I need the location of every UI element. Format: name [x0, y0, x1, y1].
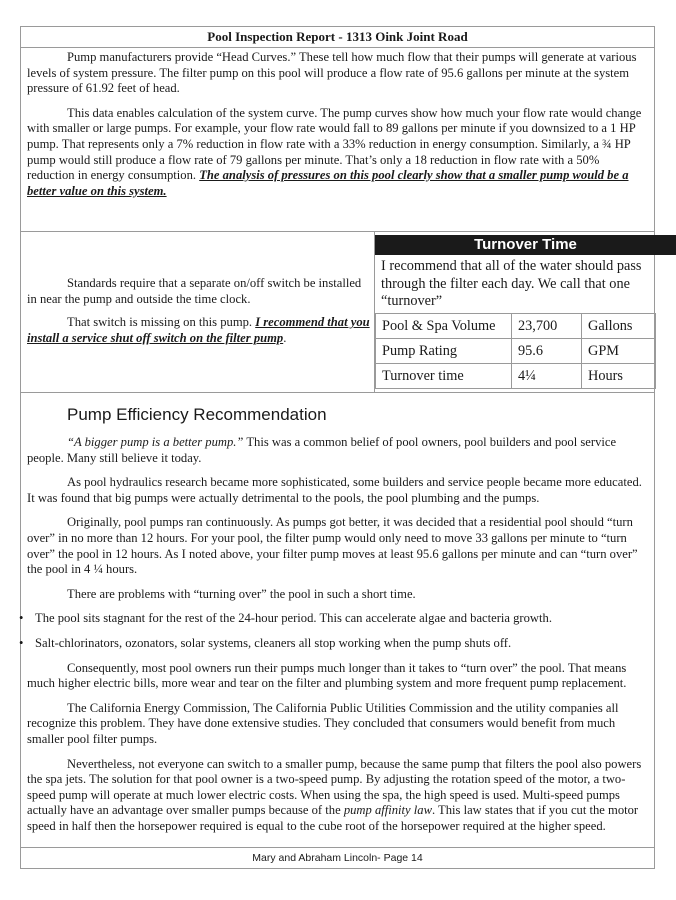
table-row [376, 314, 656, 339]
row-unit: Gallons [582, 314, 656, 339]
list-item [19, 636, 644, 652]
system-curve-paragraph [27, 106, 644, 200]
head-curves-paragraph: Pump manufacturers provide “Head Curves.” These tell how much flow that their pumps will generate at various levels of system pressure. The filter pump on this pool will produce a flow rate of 95.6 gallons per minute at the system pressure of 61.92 feet of head. [27, 50, 637, 96]
system-curve-text: This data enables calculation of the system curve. The pump curves show how much your flow rate would change with smaller or large pumps. For example, your flow rate would fall to 89 gallons per minute if you downsized to a 1 HP pump. That represents only a 7% reduction in flow rate with a 33% reduction in energy consumption. Similarly, a ¾ HP pump would still produce a flow rate of 79 gallons per minute. That’s only a 18 reduction in flow rate with a 50% reduction in energy consumption. [27, 105, 642, 183]
turnover-history-paragraph: Originally, pool pumps ran continuously. As pumps got better, it was decided that a residential pool should “turn over” in no more than 12 hours. For your pool, the filter pump would only need to move 33 gallons per minute to “turn over” the pool in 12 hours. As I noted above, your filter pump moves at least 95.6 gallons per minute and can “turn over” the pool in 4 ¼ hours. [27, 515, 638, 577]
list-item-text: The pool sits stagnant for the rest of the 24-hour period. This can accelerate algae and bacteria growth. [35, 611, 552, 626]
page-footer: Mary and Abraham Lincoln- Page 14 [21, 847, 654, 868]
affinity-law-text: . This law states that if you cut the motor speed in half then the horsepower required is equal to the cube root of the horsepower required at the higher speed. [27, 803, 639, 833]
service-switch-block [21, 232, 375, 392]
list-item-text: Salt-chlorinators, ozonators, solar systems, cleaners all stop working when the pump shuts off. [35, 635, 512, 650]
turnover-block [375, 232, 676, 392]
switch-missing-text: That switch is missing on this pump. [67, 315, 256, 330]
section-heading: Pump Efficiency Recommendation [67, 405, 327, 424]
row-unit: Hours [582, 364, 656, 389]
switch-period: . [283, 330, 287, 345]
two-speed-paragraph [27, 757, 644, 835]
list-item [19, 611, 644, 627]
pump-efficiency-section [21, 392, 654, 862]
switch-missing-paragraph [27, 315, 370, 346]
problems-list [19, 611, 644, 651]
problems-paragraph: There are problems with “turning over” the pool in such a short time. [67, 586, 416, 601]
row-value: 4¼ [512, 364, 582, 389]
switch-recommendation: I recommend that you install a service shut off switch on the filter pump [27, 315, 370, 345]
table-row [376, 364, 656, 389]
belief-quote: “A bigger pump is a better pump.” [67, 435, 244, 449]
row-value: 23,700 [512, 314, 582, 339]
commission-paragraph: The California Energy Commission, The California Public Utilities Commission and the utility companies all recognize this problem. They have done extensive studies. They concluded that consumers would benefit from much smaller pool filter pumps. [27, 700, 619, 746]
head-curves-section [21, 47, 654, 232]
belief-text: This was a common belief of pool owners, pool builders and pool service people. Many still believe it today. [27, 435, 617, 465]
bullet-icon: • [19, 611, 24, 626]
turnover-header: Turnover Time [375, 235, 676, 255]
switch-turnover-section [21, 232, 654, 393]
row-value: 95.6 [512, 339, 582, 364]
row-unit: GPM [582, 339, 656, 364]
switch-standard-paragraph: Standards require that a separate on/off switch be installed in near the pump and outside the time clock. [27, 276, 362, 306]
consequences-paragraph: Consequently, most pool owners run their pumps much longer than it takes to “turn over” the pool. That means much higher electric bills, more wear and tear on the filter and plumbing system and more frequent pump replacement. [27, 660, 627, 691]
belief-paragraph [27, 435, 644, 466]
turnover-table [375, 313, 656, 389]
turnover-recommendation: I recommend that all of the water should pass through the filter each day. We call that one “turnover” [381, 258, 642, 309]
report-page [20, 26, 655, 869]
table-row [376, 339, 656, 364]
row-label: Turnover time [376, 364, 512, 389]
page-title: Pool Inspection Report - 1313 Oink Joint Road [21, 27, 654, 48]
hydraulics-paragraph: As pool hydraulics research became more sophisticated, some builders and service people became more educated. It was found that big pumps were actually detrimental to the pools, the pool plumbing and the pumps. [27, 475, 642, 505]
two-speed-text: Nevertheless, not everyone can switch to a smaller pump, because the same pump that filters the pool also powers the spa jets. The solution for that pool owner is a two-speed pump. By adjusting the rotation speed of the motor, a two-speed pump will operate at much lower electric costs. When using the spa, the high speed is used. Multi-speed pumps actually have an advantage over smaller pumps because of the [27, 756, 642, 818]
row-label: Pump Rating [376, 339, 512, 364]
row-label: Pool & Spa Volume [376, 314, 512, 339]
smaller-pump-conclusion: The analysis of pressures on this pool clearly show that a smaller pump would be a better value on this system. [27, 168, 629, 198]
affinity-law-term: pump affinity law [343, 803, 432, 818]
bullet-icon: • [19, 635, 24, 650]
